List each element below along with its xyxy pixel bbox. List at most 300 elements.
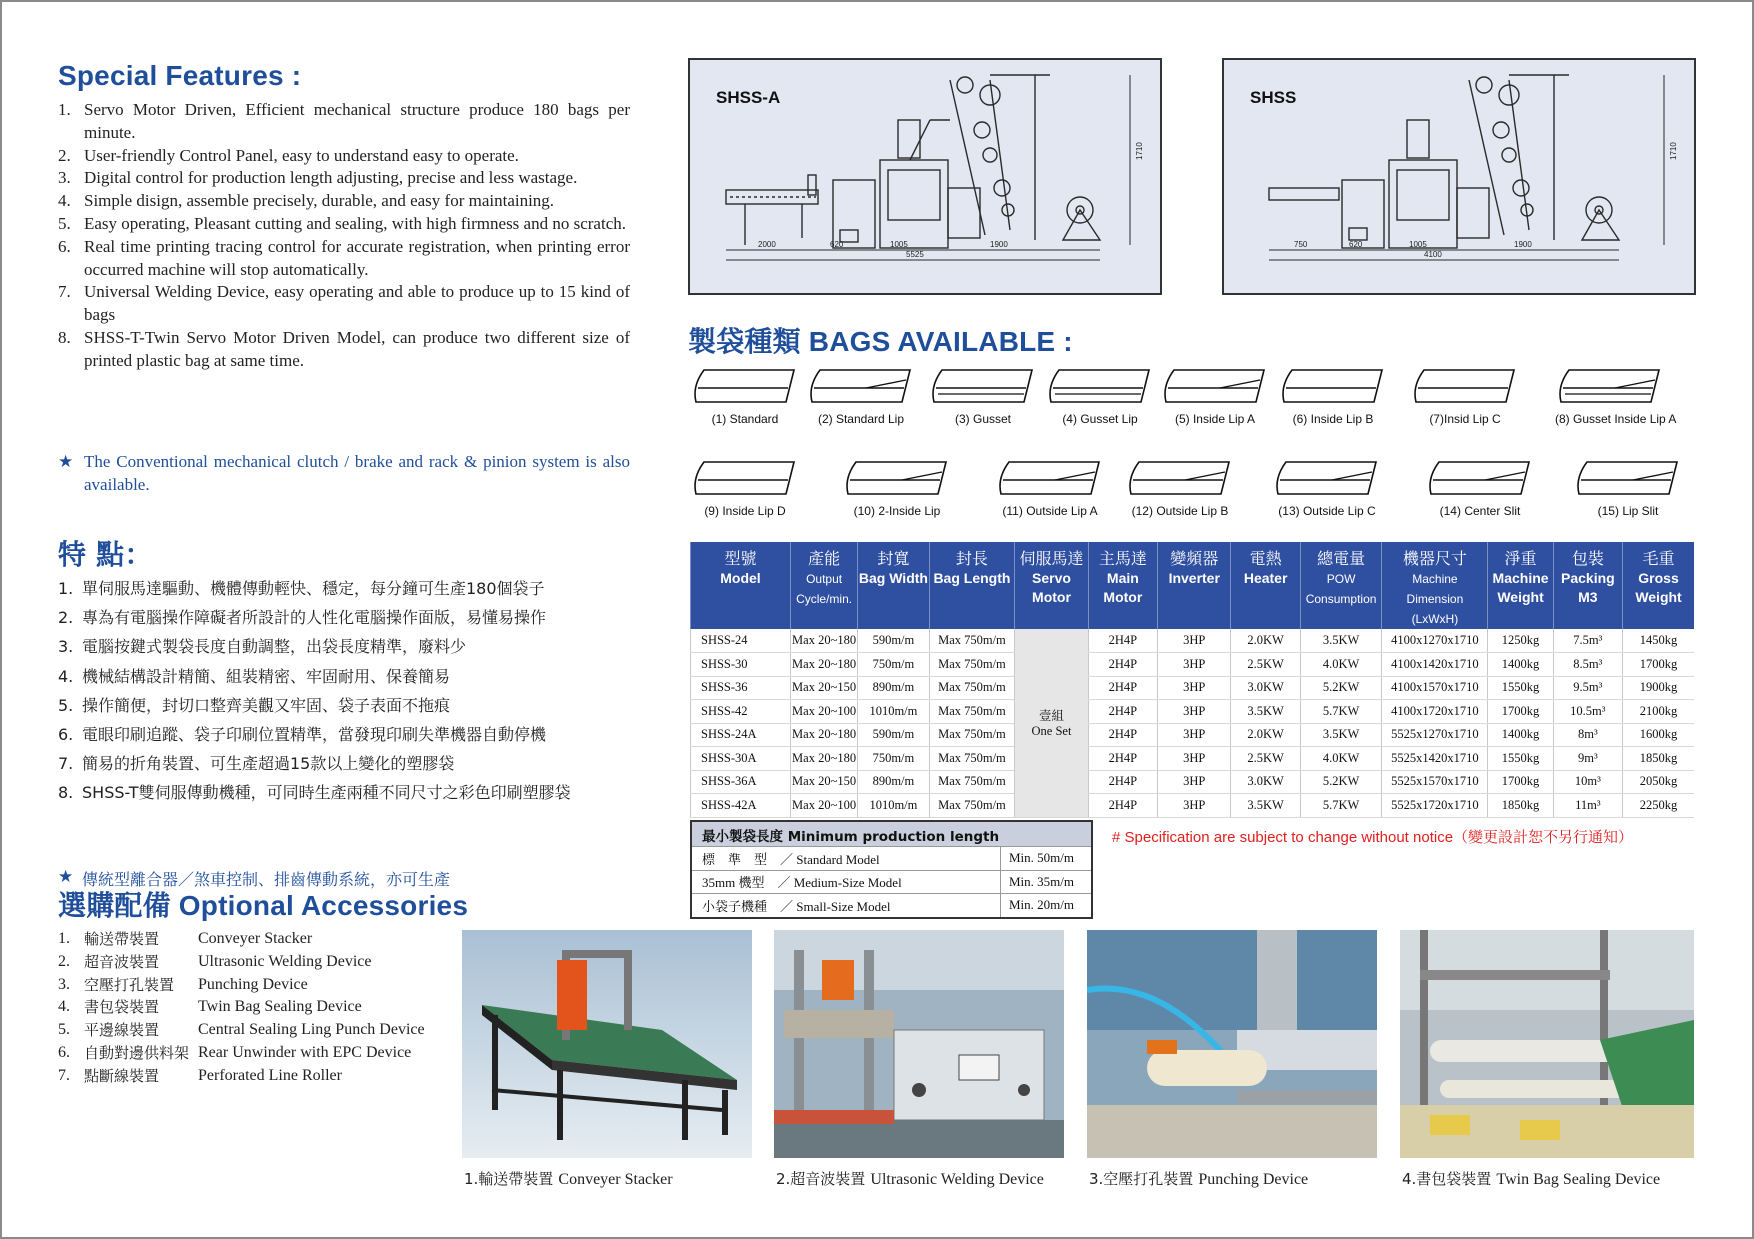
spec-header-en: Heater bbox=[1243, 570, 1288, 586]
spec-cell-pack: 8.5m³ bbox=[1553, 653, 1622, 677]
bag-type bbox=[1272, 458, 1382, 518]
accessory-zh: 輸送帶裝置 bbox=[84, 930, 160, 948]
accessory-zh: 自動對邊供料架 bbox=[84, 1043, 190, 1062]
spec-cell-main: 2H4P bbox=[1088, 653, 1157, 677]
spec-cell-pack: 10.5m³ bbox=[1553, 700, 1622, 724]
spec-cell-net: 1400kg bbox=[1488, 723, 1553, 747]
spec-row bbox=[691, 794, 1695, 818]
spec-cell-pack: 7.5m³ bbox=[1553, 629, 1622, 653]
spec-header-en: Machine Dimension (LxWxH) bbox=[1406, 572, 1464, 626]
conventional-note: ★ The Conventional mechanical clutch / brake and rack & pinion system is also available. bbox=[58, 452, 630, 494]
dim-label: 620 bbox=[830, 240, 844, 249]
diagram-label: SHSS bbox=[1250, 88, 1297, 107]
bag-shape-icon bbox=[1573, 458, 1683, 500]
spec-cell-dim: 5525x1570x1710 bbox=[1382, 770, 1488, 794]
accessory-en: Conveyer Stacker bbox=[198, 930, 313, 947]
spec-cell-model: SHSS-30 bbox=[691, 653, 791, 677]
photo-ultrasonic bbox=[774, 930, 1064, 1158]
spec-cell-pow: 5.7KW bbox=[1300, 700, 1382, 724]
accessory-item bbox=[58, 996, 425, 1019]
spec-row bbox=[691, 700, 1695, 724]
accessory-zh: 平邊線裝置 bbox=[84, 1021, 160, 1040]
diagram-shss-a bbox=[688, 58, 1162, 295]
bag-label: (8) Gusset Inside Lip A bbox=[1555, 412, 1677, 426]
bag-shape-icon bbox=[1160, 366, 1270, 408]
feature-num: 2. bbox=[58, 145, 71, 165]
spec-cell-width: 750m/m bbox=[858, 747, 929, 771]
feature-zh-item bbox=[58, 603, 668, 632]
accessory-zh: 超音波裝置 bbox=[84, 952, 160, 971]
spec-cell-gross: 2050kg bbox=[1623, 770, 1694, 794]
spec-header-en: Inverter bbox=[1168, 570, 1220, 586]
feature-item bbox=[58, 327, 630, 373]
spec-cell-inverter: 3HP bbox=[1158, 676, 1231, 700]
spec-header-en: Output Cycle/min. bbox=[796, 572, 853, 606]
min-length-row bbox=[692, 846, 1091, 870]
dim-label: 1900 bbox=[1514, 240, 1532, 249]
dim-label: 1005 bbox=[890, 240, 908, 249]
bag-label: (11) Outside Lip A bbox=[1002, 504, 1098, 518]
accessory-en: Twin Bag Sealing Device bbox=[198, 998, 362, 1016]
spec-cell-output: Max 20~100 bbox=[790, 794, 857, 818]
feature-num: 8. bbox=[58, 783, 74, 803]
accessory-zh: 書包袋裝置 bbox=[84, 998, 160, 1017]
bag-type bbox=[1278, 366, 1388, 426]
spec-cell-length: Max 750m/m bbox=[929, 794, 1015, 818]
bag-label: (7)Insid Lip C bbox=[1429, 412, 1501, 426]
bag-type bbox=[1160, 366, 1270, 426]
servo-zh: 壹組 bbox=[1038, 709, 1064, 724]
spec-header-en: Servo Motor bbox=[1032, 570, 1071, 605]
photo-caption bbox=[1402, 1168, 1660, 1189]
bag-shape-icon bbox=[690, 366, 800, 408]
spec-cell-dim: 4100x1420x1710 bbox=[1382, 653, 1488, 677]
feature-text: Digital control for production length adjusting, precise and less wastage. bbox=[84, 168, 578, 188]
bag-shape-icon bbox=[1410, 366, 1520, 408]
spec-header bbox=[1015, 542, 1088, 629]
feature-zh-item bbox=[58, 574, 668, 603]
spec-cell-pack: 9m³ bbox=[1553, 747, 1622, 771]
spec-cell-net: 1700kg bbox=[1488, 700, 1553, 724]
spec-cell-inverter: 3HP bbox=[1158, 770, 1231, 794]
photo-caption bbox=[776, 1168, 1044, 1189]
servo-en: One Set bbox=[1031, 724, 1072, 739]
feature-text: Easy operating, Pleasant cutting and sealing, with high firmness and no scratch. bbox=[84, 213, 626, 233]
feature-zh-item bbox=[58, 632, 668, 661]
spec-row bbox=[691, 653, 1695, 677]
spec-cell-main: 2H4P bbox=[1088, 723, 1157, 747]
spec-cell-net: 1550kg bbox=[1488, 747, 1553, 771]
feature-item bbox=[58, 145, 630, 168]
spec-header-zh: 伺服馬達 bbox=[1019, 549, 1084, 568]
spec-cell-model: SHSS-30A bbox=[691, 747, 791, 771]
spec-cell-length: Max 750m/m bbox=[929, 676, 1015, 700]
spec-row bbox=[691, 676, 1695, 700]
bag-type bbox=[690, 366, 800, 426]
bag-shape-icon bbox=[1425, 458, 1535, 500]
min-length-value: Min. 20m/m bbox=[1009, 897, 1075, 913]
bag-label: (1) Standard bbox=[711, 412, 779, 426]
bags-available-title: 製袋種類 BAGS AVAILABLE : bbox=[688, 325, 1073, 358]
spec-row bbox=[691, 629, 1695, 653]
min-length-value: Min. 35m/m bbox=[1009, 873, 1075, 889]
spec-cell-output: Max 20~150 bbox=[790, 770, 857, 794]
spec-cell-length: Max 750m/m bbox=[929, 770, 1015, 794]
spec-header-en: Main Motor bbox=[1103, 570, 1143, 605]
feature-text: 簡易的折角裝置、可生產超過15款以上變化的塑膠袋 bbox=[82, 754, 455, 774]
spec-cell-length: Max 750m/m bbox=[929, 653, 1015, 677]
spec-header bbox=[1488, 542, 1553, 629]
spec-header bbox=[1158, 542, 1231, 629]
feature-num: 4. bbox=[58, 191, 71, 211]
spec-cell-heater: 3.5KW bbox=[1231, 794, 1300, 818]
spec-cell-width: 890m/m bbox=[858, 770, 929, 794]
spec-cell-width: 890m/m bbox=[858, 676, 929, 700]
spec-header-zh: 主馬達 bbox=[1098, 549, 1147, 568]
feature-item bbox=[58, 167, 630, 190]
feature-item bbox=[58, 213, 630, 236]
feature-zh-item bbox=[58, 662, 668, 691]
spec-header-zh: 包裝 bbox=[1571, 549, 1604, 568]
photo-caption-en: Conveyer Stacker bbox=[558, 1171, 673, 1188]
feature-num: 1. bbox=[58, 100, 71, 119]
spec-cell-output: Max 20~180 bbox=[790, 723, 857, 747]
dim-label: 620 bbox=[1349, 240, 1363, 249]
spec-cell-heater: 3.0KW bbox=[1231, 770, 1300, 794]
dim-label: 1005 bbox=[1409, 240, 1427, 249]
feature-num: 5. bbox=[58, 695, 74, 715]
feature-zh-item bbox=[58, 749, 668, 778]
feature-text: SHSS-T-Twin Servo Motor Driven Model, can produce two different size of printed plastic bag at same time. bbox=[84, 327, 630, 370]
bag-label: (14) Center Slit bbox=[1439, 504, 1521, 518]
spec-cell-width: 750m/m bbox=[858, 653, 929, 677]
feature-text: 專為有電腦操作障礙者所設計的人性化電腦操作面版，易懂易操作 bbox=[82, 608, 547, 628]
feature-zh-item bbox=[58, 720, 668, 749]
feature-num: 6. bbox=[58, 236, 71, 256]
spec-cell-main: 2H4P bbox=[1088, 676, 1157, 700]
special-features-title: Special Features : bbox=[58, 60, 302, 91]
spec-cell-model: SHSS-36A bbox=[691, 770, 791, 794]
bag-type bbox=[806, 366, 916, 426]
photo-caption-en: Punching Device bbox=[1198, 1171, 1309, 1188]
min-length-label: 35mm 機型 ／ Medium-Size Model bbox=[692, 871, 1001, 894]
photo-caption-zh: 3.空壓打孔裝置 bbox=[1089, 1170, 1194, 1188]
spec-header-zh: 毛重 bbox=[1642, 549, 1675, 568]
bag-shape-icon bbox=[842, 458, 952, 500]
spec-cell-pow: 5.2KW bbox=[1300, 676, 1382, 700]
bag-label: (5) Inside Lip A bbox=[1174, 412, 1256, 426]
spec-cell-gross: 1900kg bbox=[1623, 676, 1694, 700]
spec-cell-heater: 2.0KW bbox=[1231, 629, 1300, 653]
spec-cell-net: 1550kg bbox=[1488, 676, 1553, 700]
bag-label: (10) 2-Inside Lip bbox=[853, 504, 941, 518]
spec-cell-output: Max 20~180 bbox=[790, 653, 857, 677]
spec-cell-gross: 1700kg bbox=[1623, 653, 1694, 677]
bag-label: (9) Inside Lip D bbox=[704, 504, 786, 518]
features-zh-list bbox=[58, 574, 668, 808]
feature-zh-item bbox=[58, 778, 668, 807]
accessory-item bbox=[58, 974, 425, 997]
accessory-num: 1. bbox=[58, 930, 70, 947]
diagram-shss bbox=[1222, 58, 1696, 295]
photo-caption bbox=[464, 1168, 673, 1189]
accessory-en: Perforated Line Roller bbox=[198, 1066, 342, 1084]
feature-item bbox=[58, 99, 630, 145]
special-features-list bbox=[58, 99, 630, 373]
spec-cell-model: SHSS-36 bbox=[691, 676, 791, 700]
accessory-item bbox=[58, 951, 425, 974]
dim-total: 4100 bbox=[1424, 250, 1442, 259]
accessory-num: 5. bbox=[58, 1021, 70, 1039]
spec-header bbox=[1553, 542, 1622, 629]
spec-table bbox=[690, 542, 1694, 818]
spec-change-note: # Specification are subject to change without notice（變更設計恕不另行通知） bbox=[1112, 829, 1634, 846]
photo-caption-zh: 4.書包袋裝置 bbox=[1402, 1170, 1492, 1188]
spec-cell-dim: 5525x1720x1710 bbox=[1382, 794, 1488, 818]
bag-type bbox=[1425, 458, 1535, 518]
bag-shape-icon bbox=[928, 366, 1038, 408]
accessory-item bbox=[58, 1042, 425, 1065]
photo-caption-zh: 1.輸送帶裝置 bbox=[464, 1170, 554, 1188]
spec-cell-gross: 1600kg bbox=[1623, 723, 1694, 747]
bag-type bbox=[1410, 366, 1520, 426]
spec-cell-dim: 5525x1420x1710 bbox=[1382, 747, 1488, 771]
min-length-label: 標 準 型 ／ Standard Model bbox=[692, 847, 1001, 870]
feature-text: SHSS-T雙伺服傳動機種，可同時生產兩種不同尺寸之彩色印刷塑膠袋 bbox=[82, 783, 571, 803]
spec-header-zh: 機器尺寸 bbox=[1402, 549, 1467, 568]
spec-cell-dim: 4100x1720x1710 bbox=[1382, 700, 1488, 724]
accessory-item bbox=[58, 1065, 425, 1088]
spec-header-en: Gross Weight bbox=[1635, 570, 1682, 605]
spec-header-en: Bag Width bbox=[858, 570, 928, 586]
spec-header-zh: 電熱 bbox=[1249, 549, 1282, 568]
accessory-num: 6. bbox=[58, 1043, 70, 1061]
spec-cell-model: SHSS-42 bbox=[691, 700, 791, 724]
bag-type bbox=[1125, 458, 1235, 518]
spec-header-en: Model bbox=[720, 570, 761, 586]
spec-header-en: Bag Length bbox=[933, 570, 1011, 586]
bag-shape-icon bbox=[1125, 458, 1235, 500]
bag-label: (4) Gusset Lip bbox=[1062, 412, 1138, 426]
bag-type bbox=[690, 458, 800, 518]
feature-text: Real time printing tracing control for accurate registration, when printing error occurred machine will stop automatically. bbox=[84, 236, 630, 279]
min-length-value: Min. 50m/m bbox=[1009, 850, 1075, 866]
bag-shape-icon bbox=[1555, 366, 1665, 408]
feature-text: 單伺服馬達驅動、機體傳動輕快、穩定，每分鐘可生產180個袋子 bbox=[82, 579, 545, 598]
spec-cell-dim: 4100x1570x1710 bbox=[1382, 676, 1488, 700]
spec-cell-pack: 9.5m³ bbox=[1553, 676, 1622, 700]
spec-cell-gross: 1450kg bbox=[1623, 629, 1694, 653]
feature-item bbox=[58, 236, 630, 282]
spec-header-zh: 型號 bbox=[724, 549, 757, 568]
spec-cell-heater: 2.0KW bbox=[1231, 723, 1300, 747]
spec-header bbox=[1623, 542, 1694, 629]
bag-type bbox=[1555, 366, 1676, 426]
spec-cell-heater: 3.5KW bbox=[1231, 700, 1300, 724]
bag-type bbox=[842, 458, 952, 518]
star-icon: ★ bbox=[58, 452, 74, 471]
dim-label: 1900 bbox=[990, 240, 1008, 249]
accessory-en: Punching Device bbox=[198, 975, 308, 993]
spec-cell-gross: 2100kg bbox=[1623, 700, 1694, 724]
accessory-zh: 點斷線裝置 bbox=[84, 1066, 160, 1085]
spec-cell-main: 2H4P bbox=[1088, 794, 1157, 818]
min-length-table bbox=[690, 820, 1093, 919]
min-length-label: 小袋子機種 ／ Small-Size Model bbox=[692, 894, 1001, 917]
feature-num: 3. bbox=[58, 168, 71, 188]
feature-text: Simple disign, assemble precisely, durable, and easy for maintaining. bbox=[84, 191, 555, 211]
photo-caption bbox=[1089, 1168, 1308, 1189]
feature-num: 6. bbox=[58, 725, 74, 745]
feature-text: Universal Welding Device, easy operating and able to produce up to 15 kind of bags bbox=[84, 282, 630, 325]
spec-cell-length: Max 750m/m bbox=[929, 747, 1015, 771]
spec-cell-heater: 2.5KW bbox=[1231, 747, 1300, 771]
spec-cell-pow: 4.0KW bbox=[1300, 653, 1382, 677]
spec-cell-pow: 3.5KW bbox=[1300, 723, 1382, 747]
spec-cell-pack: 10m³ bbox=[1553, 770, 1622, 794]
spec-header-en: Machine Weight bbox=[1492, 570, 1549, 605]
spec-cell-inverter: 3HP bbox=[1158, 700, 1231, 724]
spec-cell-net: 1400kg bbox=[1488, 653, 1553, 677]
spec-header-zh: 總電量 bbox=[1317, 549, 1366, 568]
accessory-zh: 空壓打孔裝置 bbox=[84, 975, 175, 994]
spec-cell-length: Max 750m/m bbox=[929, 629, 1015, 653]
spec-cell-gross: 1850kg bbox=[1623, 747, 1694, 771]
spec-cell-main: 2H4P bbox=[1088, 770, 1157, 794]
diagram-label: SHSS-A bbox=[716, 88, 781, 107]
feature-zh-item bbox=[58, 691, 668, 720]
spec-cell-length: Max 750m/m bbox=[929, 723, 1015, 747]
spec-cell-model: SHSS-24A bbox=[691, 723, 791, 747]
accessory-num: 3. bbox=[58, 975, 70, 993]
accessory-en: Central Sealing Ling Punch Device bbox=[198, 1021, 425, 1039]
photo-caption-zh: 2.超音波裝置 bbox=[776, 1170, 866, 1188]
spec-row bbox=[691, 747, 1695, 771]
accessory-item bbox=[58, 1019, 425, 1042]
feature-num: 5. bbox=[58, 213, 71, 233]
bag-label: (3) Gusset bbox=[954, 412, 1011, 426]
accessory-item bbox=[58, 928, 425, 951]
star-icon: ★ bbox=[58, 866, 74, 887]
feature-text: 機械結構設計精簡、組裝精密、牢固耐用、保養簡易 bbox=[82, 666, 451, 686]
spec-cell-output: Max 20~100 bbox=[790, 700, 857, 724]
spec-cell-width: 590m/m bbox=[858, 629, 929, 653]
spec-header bbox=[1231, 542, 1300, 629]
accessory-en: Ultrasonic Welding Device bbox=[198, 952, 372, 970]
photo-caption-en: Twin Bag Sealing Device bbox=[1496, 1171, 1661, 1188]
bag-shape-icon bbox=[806, 366, 916, 408]
feature-num: 7. bbox=[58, 282, 71, 302]
spec-cell-pack: 11m³ bbox=[1553, 794, 1622, 818]
spec-header bbox=[1088, 542, 1157, 629]
bag-label: (6) Inside Lip B bbox=[1292, 412, 1374, 426]
spec-header bbox=[1382, 542, 1488, 629]
spec-cell-width: 1010m/m bbox=[858, 700, 929, 724]
feature-num: 7. bbox=[58, 754, 74, 774]
spec-cell-pow: 5.2KW bbox=[1300, 770, 1382, 794]
spec-cell-output: Max 20~150 bbox=[790, 676, 857, 700]
feature-num: 2. bbox=[58, 608, 74, 628]
features-zh-title: 特 點： bbox=[58, 538, 153, 571]
spec-cell-output: Max 20~180 bbox=[790, 747, 857, 771]
spec-cell-heater: 3.0KW bbox=[1231, 676, 1300, 700]
spec-cell-dim: 4100x1270x1710 bbox=[1382, 629, 1488, 653]
dim-height: 1710 bbox=[1135, 142, 1144, 160]
bag-shape-icon bbox=[1045, 366, 1155, 408]
spec-cell-model: SHSS-24 bbox=[691, 629, 791, 653]
spec-cell-net: 1250kg bbox=[1488, 629, 1553, 653]
spec-header-zh: 封寬 bbox=[877, 549, 910, 568]
spec-cell-main: 2H4P bbox=[1088, 629, 1157, 653]
spec-header-zh: 淨重 bbox=[1504, 549, 1537, 568]
dim-label: 750 bbox=[1294, 240, 1308, 249]
bag-shape-icon bbox=[1278, 366, 1388, 408]
spec-cell-width: 590m/m bbox=[858, 723, 929, 747]
feature-num: 1. bbox=[58, 579, 74, 598]
spec-cell-pow: 5.7KW bbox=[1300, 794, 1382, 818]
spec-cell-main: 2H4P bbox=[1088, 747, 1157, 771]
spec-row bbox=[691, 723, 1695, 747]
spec-cell-heater: 2.5KW bbox=[1231, 653, 1300, 677]
min-length-title: 最小製袋長度 Minimum production length bbox=[692, 822, 1091, 846]
spec-cell-pack: 8m³ bbox=[1553, 723, 1622, 747]
photo-twin-bag bbox=[1400, 930, 1694, 1158]
spec-header-zh: 變頻器 bbox=[1170, 549, 1219, 568]
dim-total: 5525 bbox=[906, 250, 924, 259]
spec-cell-dim: 5525x1270x1710 bbox=[1382, 723, 1488, 747]
spec-cell-length: Max 750m/m bbox=[929, 700, 1015, 724]
spec-cell-inverter: 3HP bbox=[1158, 723, 1231, 747]
spec-header-en: POW Consumption bbox=[1305, 572, 1377, 606]
feature-text: 操作簡便，封切口整齊美觀又牢固、袋子表面不拖痕 bbox=[82, 695, 451, 715]
spec-cell-pow: 4.0KW bbox=[1300, 747, 1382, 771]
spec-cell-output: Max 20~180 bbox=[790, 629, 857, 653]
servo-motor-cell bbox=[1015, 629, 1088, 817]
spec-cell-gross: 2250kg bbox=[1623, 794, 1694, 818]
spec-cell-net: 1700kg bbox=[1488, 770, 1553, 794]
feature-text: 電腦按鍵式製袋長度自動調整，出袋長度精準，廢料少 bbox=[82, 637, 467, 657]
spec-cell-net: 1850kg bbox=[1488, 794, 1553, 818]
spec-cell-main: 2H4P bbox=[1088, 700, 1157, 724]
photo-punching bbox=[1087, 930, 1377, 1158]
feature-item bbox=[58, 190, 630, 213]
spec-cell-width: 1010m/m bbox=[858, 794, 929, 818]
feature-num: 4. bbox=[58, 666, 74, 686]
feature-text: 電眼印刷追蹤、袋子印刷位置精準，當發現印刷失準機器自動停機 bbox=[82, 725, 547, 745]
feature-text: Servo Motor Driven, Efficient mechanical structure produce 180 bags per minute. bbox=[84, 100, 630, 142]
bag-shape-icon bbox=[690, 458, 800, 500]
zh-note: ★ 傳統型離合器／煞車控制、排齒傳動系統，亦可生產 bbox=[58, 866, 451, 889]
spec-header-zh: 封長 bbox=[955, 549, 988, 568]
feature-item bbox=[58, 281, 630, 327]
feature-text: User-friendly Control Panel, easy to understand easy to operate. bbox=[84, 145, 519, 165]
accessory-num: 2. bbox=[58, 952, 70, 970]
min-length-row bbox=[692, 870, 1091, 894]
spec-header bbox=[929, 542, 1015, 629]
optional-accessories-title: 選購配備 Optional Accessories bbox=[58, 889, 469, 922]
accessory-num: 4. bbox=[58, 998, 70, 1016]
bag-label: (15) Lip Slit bbox=[1597, 504, 1659, 518]
spec-cell-model: SHSS-42A bbox=[691, 794, 791, 818]
bag-type bbox=[995, 458, 1105, 518]
bag-label: (12) Outside Lip B bbox=[1131, 504, 1229, 518]
feature-num: 3. bbox=[58, 637, 74, 657]
bag-label: (2) Standard Lip bbox=[817, 412, 905, 426]
spec-cell-inverter: 3HP bbox=[1158, 747, 1231, 771]
spec-header bbox=[1300, 542, 1382, 629]
bag-label: (13) Outside Lip C bbox=[1278, 504, 1376, 518]
bag-shape-icon bbox=[1272, 458, 1382, 500]
